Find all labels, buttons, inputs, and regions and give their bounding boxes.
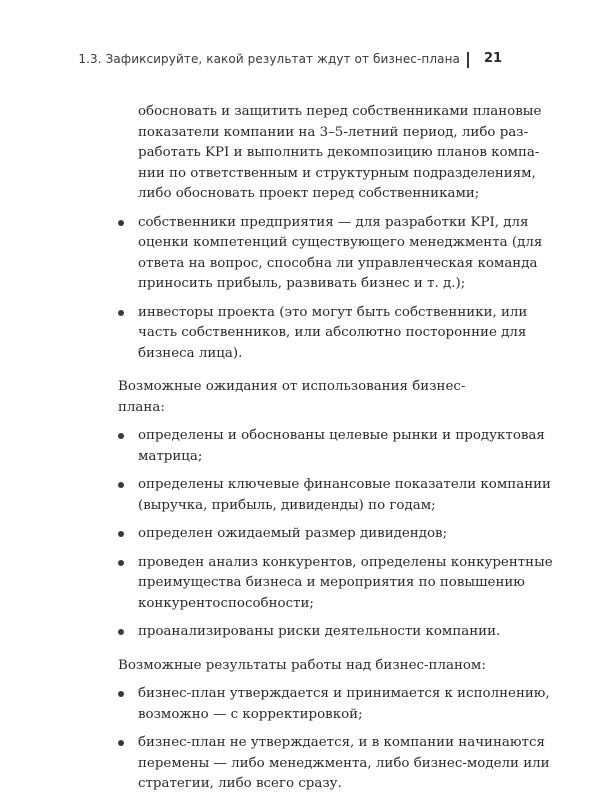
- text-line: обосновать и защитить перед собственниками плановые: [138, 104, 542, 119]
- text-line: проведен анализ конкурентов, определены конкурентные: [138, 554, 553, 570]
- bullet-icon: [118, 220, 124, 226]
- text-line: преимущества бизнеса и мероприятия по повышению: [138, 575, 525, 590]
- text-line: работать KPI и выполнить декомпозицию планов компа-: [138, 145, 540, 160]
- bullet-icon: [118, 531, 124, 537]
- text-line: показатели компании на 3–5-летний период, либо раз-: [138, 124, 529, 140]
- results-heading: Возможные результаты работы над бизнес-планом:: [118, 657, 486, 673]
- text-line: оценки компетенций существующего менеджмента (для: [138, 235, 543, 250]
- text-line: нии по ответственным и структурным подразделениям,: [138, 165, 536, 181]
- text-line: определен ожидаемый размер дивидендов;: [138, 526, 448, 541]
- bullet-icon: [118, 433, 124, 439]
- header-separator: [467, 52, 469, 68]
- list-item: [118, 622, 503, 643]
- bullet-icon: [118, 740, 124, 746]
- text-line: бизнеса лица).: [138, 345, 243, 361]
- list-item: [118, 213, 543, 295]
- text-line: проанализированы риски деятельности компании.: [138, 624, 501, 639]
- bullet-icon: [118, 482, 124, 488]
- page-body: [118, 102, 553, 795]
- text-line: бизнес-план утверждается и принимается к исполнению,: [138, 686, 550, 701]
- text-line: определены ключевые финансовые показатели компании: [138, 477, 551, 492]
- chapter-title: 1.3. Зафиксируйте, какой результат ждут от бизнес-плана: [78, 52, 460, 66]
- text-line: либо обосновать проект перед собственниками;: [138, 186, 480, 201]
- expectations-list: [118, 426, 553, 643]
- text-line: бизнес-план не утверждается, и в компании начинаются: [138, 735, 545, 750]
- text-line: собственники предприятия — для разработки KPI, для: [138, 214, 529, 230]
- text-line: (выручка, прибыль, дивиденды) по годам;: [138, 497, 436, 513]
- text-line: конкурентоспособности;: [138, 595, 314, 611]
- audience-list: [118, 213, 543, 365]
- expectations-heading: Возможные ожидания от использования бизнес-плана:: [118, 379, 466, 415]
- text-line: приносить прибыль, развивать бизнес и т. д.);: [138, 276, 466, 291]
- text-line: ответа на вопрос, способна ли управленческая команда: [138, 255, 538, 271]
- running-header: [0, 50, 600, 74]
- list-item: [118, 553, 553, 615]
- list-item: [118, 733, 550, 795]
- list-item: [118, 426, 545, 467]
- list-item: [118, 475, 551, 516]
- list-item: [118, 524, 503, 545]
- bullet-icon: [118, 560, 124, 566]
- results-list: [118, 684, 550, 795]
- text-line: перемены — либо менеджмента, либо бизнес-модели или: [138, 755, 550, 771]
- bullet-icon: [118, 691, 124, 697]
- text-line: инвесторы проекта (это могут быть собственники, или: [138, 304, 528, 320]
- intro-paragraph: [118, 102, 542, 205]
- text-line: возможно — с корректировкой;: [138, 706, 363, 722]
- list-item: [118, 684, 550, 725]
- bullet-icon: [118, 629, 124, 635]
- text-line: стратегии, либо всего сразу.: [138, 776, 342, 791]
- list-item: [118, 303, 528, 365]
- text-line: определены и обоснованы целевые рынки и продуктовая: [138, 428, 545, 443]
- page-number: 21: [484, 51, 503, 66]
- text-line: матрица;: [138, 448, 203, 464]
- bullet-icon: [118, 310, 124, 316]
- text-line: часть собственников, или абсолютно посторонние для: [138, 325, 527, 340]
